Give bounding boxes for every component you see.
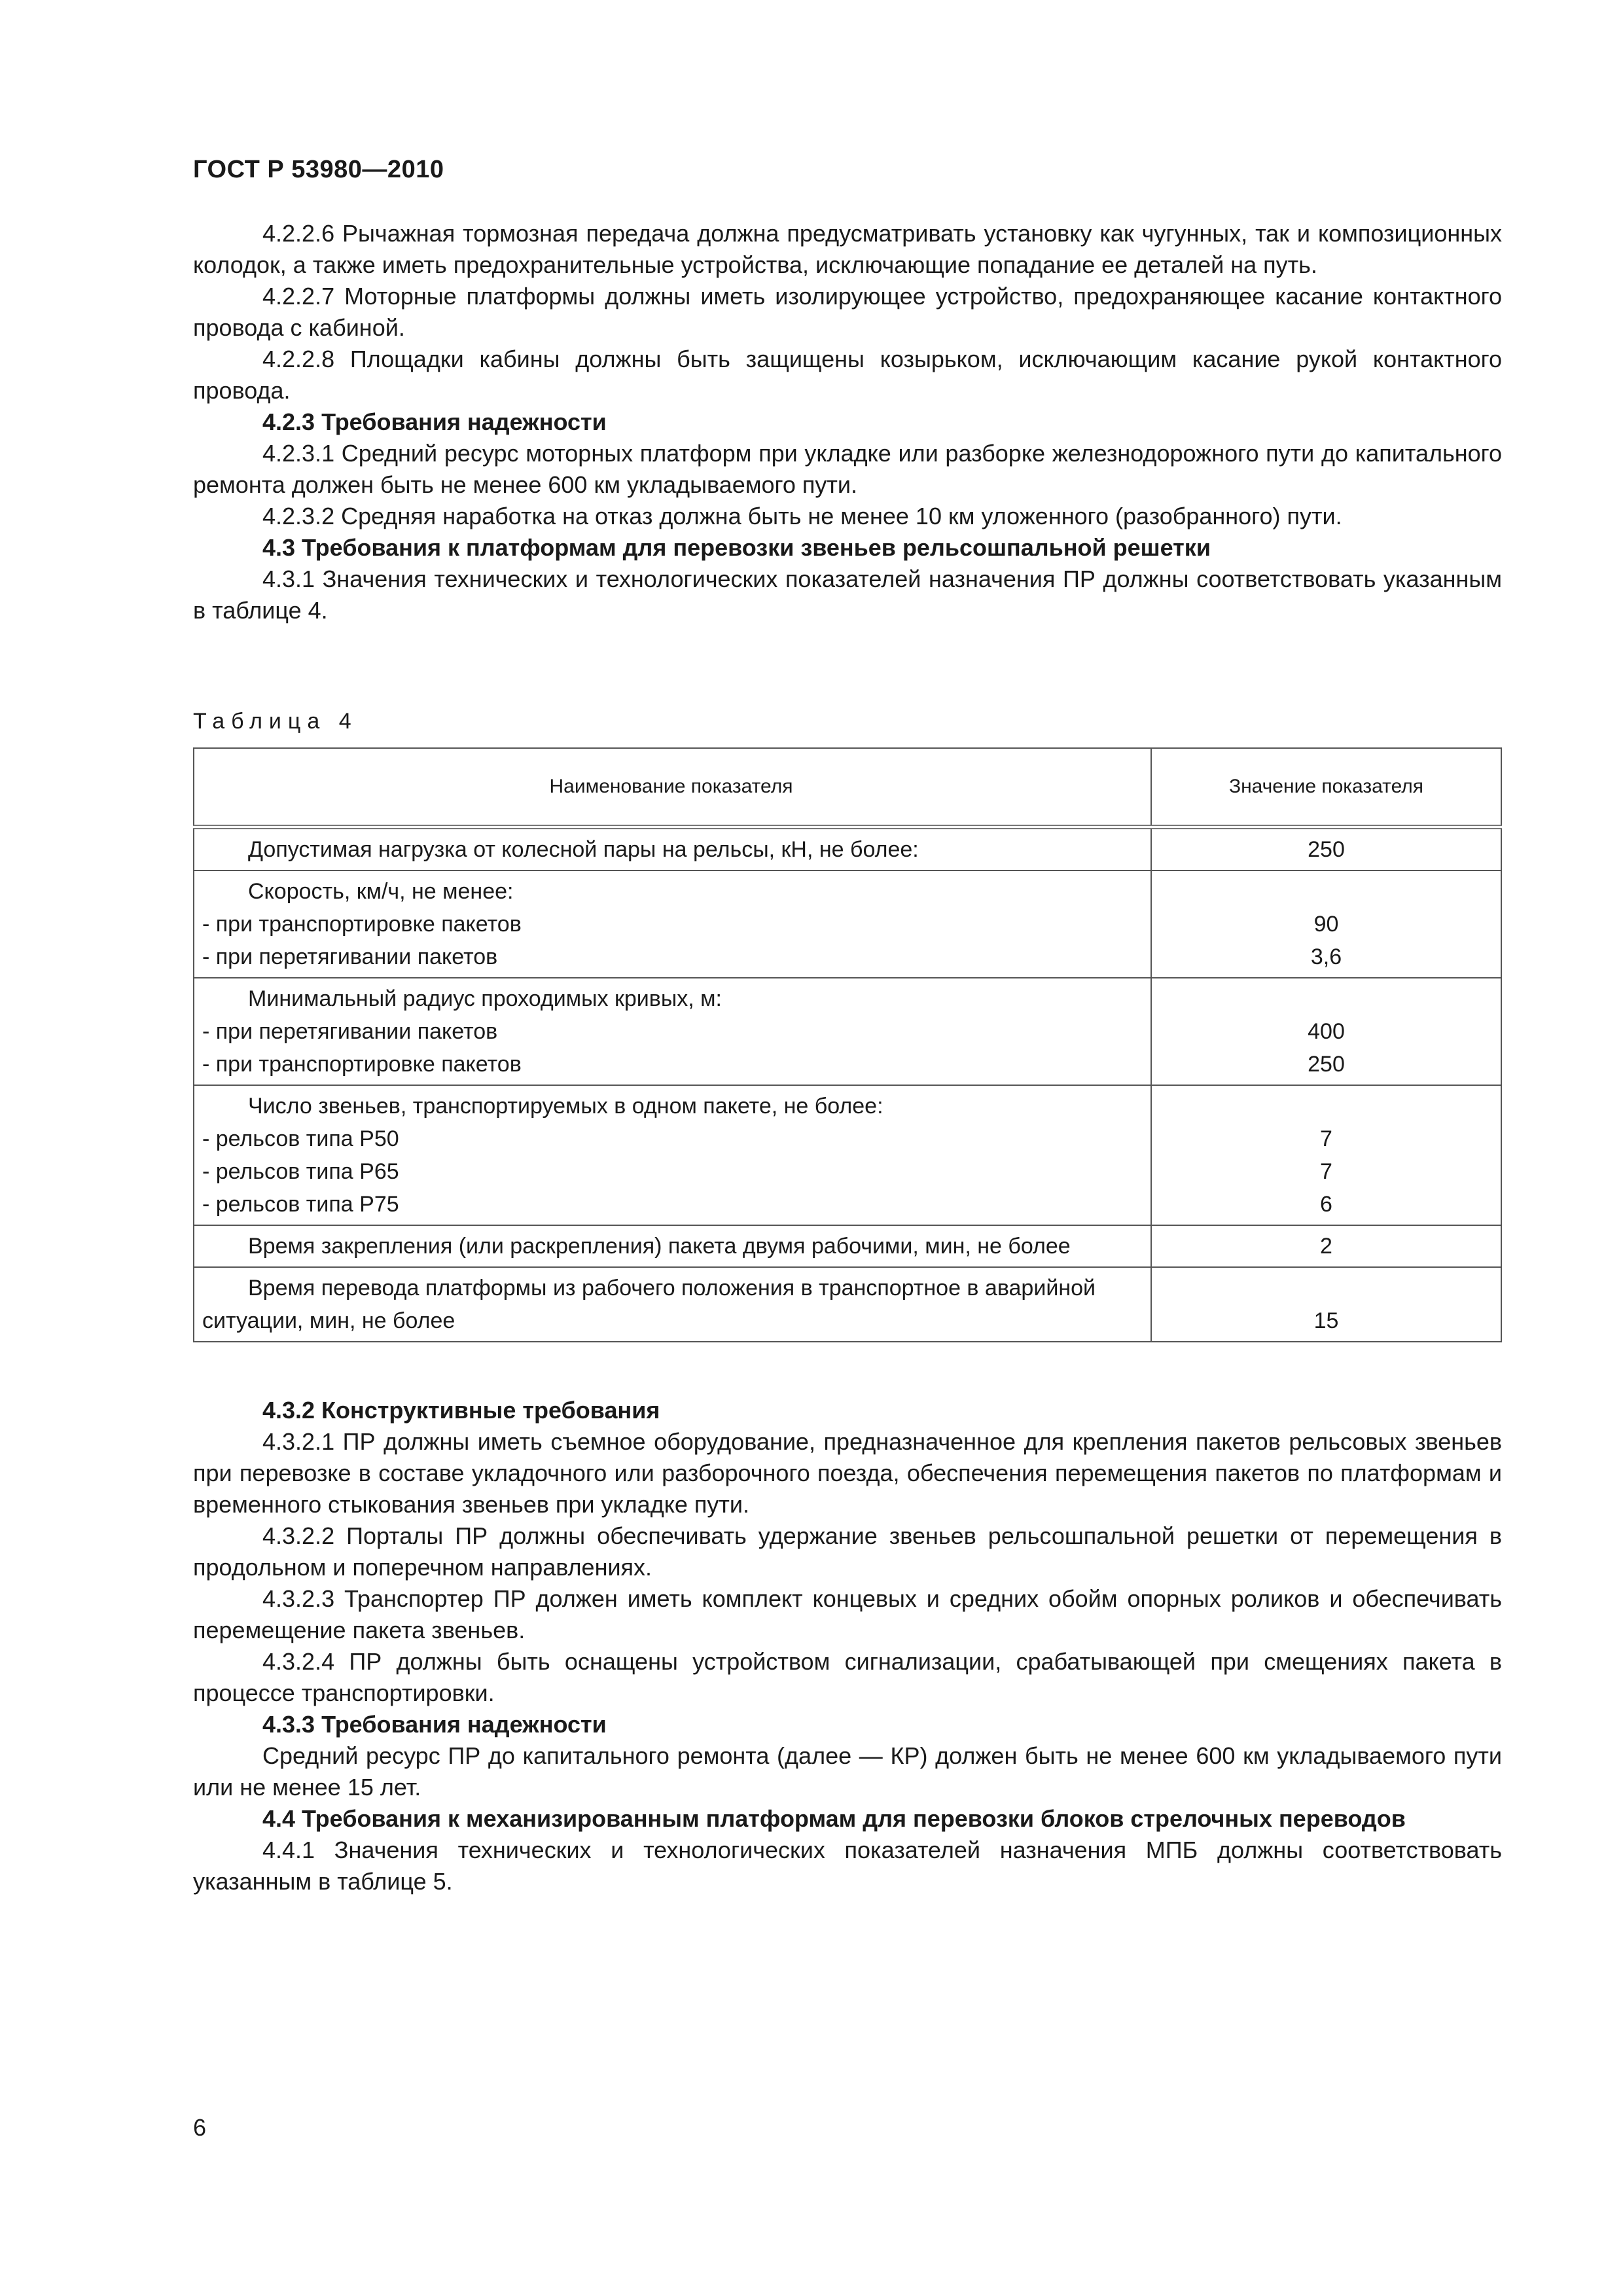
section-heading: 4.3 Требования к платформам для перевозки звеньев рельсошпальной решетки: [262, 534, 1211, 561]
header-indicator-value: Значение показателя: [1151, 748, 1501, 827]
paragraph: 4.3.2.2 Порталы ПР должны обеспечивать удержание звеньев рельсошпальной решетки от перемещения в продольном и поперечном направлениях.: [193, 1522, 1502, 1581]
paragraph: 4.3.1 Значения технических и технологических показателей назначения ПР должны соответствовать указанным в таблице 4.: [193, 565, 1502, 624]
indicator-name: Допустимая нагрузка от колесной пары на рельсы, кН, не более:: [248, 837, 919, 862]
section-heading: 4.3.3 Требования надежности: [262, 1711, 607, 1738]
table-row: [194, 978, 1501, 1085]
paragraph: 4.2.2.8 Площадки кабины должны быть защищены козырьком, исключающим касание рукой контактного провода.: [193, 346, 1502, 404]
indicator-name-cell: [194, 1225, 1151, 1267]
indicator-table: [193, 747, 1502, 1342]
indicator-name: Время перевода платформы из рабочего положения в транспортное в аварийной ситуации, мин, не более: [202, 1276, 1096, 1333]
paragraph: 4.3.2.1 ПР должны иметь съемное оборудование, предназначенное для крепления пакетов рельсовых звеньев при перевозке в составе укладочного или разборочного поезда, обеспечения перемещения пакетов по платформам и временного стыкования звеньев при укладке пути.: [193, 1428, 1502, 1518]
indicator-value: 400: [1308, 1019, 1345, 1044]
paragraph: 4.2.3.2 Средняя наработка на отказ должна быть не менее 10 км уложенного (разобранного) пути.: [262, 503, 1342, 529]
header-indicator-name: Наименование показателя: [194, 748, 1151, 827]
indicator-subitem: - рельсов типа Р75: [202, 1192, 399, 1217]
paragraph: 4.4.1 Значения технических и технологических показателей назначения МПБ должны соответствовать указанным в таблице 5.: [193, 1837, 1502, 1895]
indicator-name: Время закрепления (или раскрепления) пакета двумя рабочими, мин, не более: [248, 1234, 1071, 1259]
table-row: [194, 1085, 1501, 1225]
indicator-name: Минимальный радиус проходимых кривых, м:: [248, 986, 722, 1011]
section-heading: 4.3.2 Конструктивные требования: [262, 1397, 660, 1424]
table-body: [194, 827, 1501, 1342]
indicator-name-cell: [194, 1267, 1151, 1342]
paragraph: 4.3.2.4 ПР должны быть оснащены устройством сигнализации, срабатывающей при смещениях пакета в процессе транспортировки.: [193, 1648, 1502, 1706]
indicator-subitem: - рельсов типа Р50: [202, 1126, 399, 1151]
table-row: [194, 827, 1501, 871]
indicator-name-cell: [194, 870, 1151, 978]
paragraph: 4.3.2.3 Транспортер ПР должен иметь комплект концевых и средних обойм опорных роликов и обеспечивать перемещение пакета звеньев.: [193, 1585, 1502, 1643]
indicator-value: 7: [1320, 1126, 1332, 1151]
indicator-value-cell: [1151, 827, 1501, 871]
document-header: ГОСТ Р 53980—2010: [193, 156, 444, 183]
indicator-value-cell: [1151, 870, 1501, 978]
indicator-name: Скорость, км/ч, не менее:: [248, 879, 514, 904]
table-caption: Таблица 4: [193, 709, 358, 734]
indicator-value: 6: [1320, 1192, 1332, 1217]
indicator-value: 7: [1320, 1159, 1332, 1184]
indicator-name: Число звеньев, транспортируемых в одном пакете, не более:: [248, 1094, 883, 1119]
table-row: [194, 870, 1501, 978]
section-heading: 4.2.3 Требования надежности: [262, 408, 607, 435]
top-paragraphs: [193, 218, 1502, 626]
indicator-subitem: - при транспортировке пакетов: [202, 912, 522, 937]
bottom-paragraphs: [193, 1395, 1502, 1897]
indicator-subitem: - при перетягивании пакетов: [202, 1019, 498, 1044]
indicator-name-cell: [194, 827, 1151, 871]
indicator-value: 15: [1313, 1308, 1339, 1333]
table-row: [194, 1225, 1501, 1267]
indicator-name-cell: [194, 1085, 1151, 1225]
indicator-value-cell: [1151, 1085, 1501, 1225]
indicator-value: 3,6: [1310, 944, 1342, 969]
section-heading: 4.4 Требования к механизированным платформам для перевозки блоков стрелочных переводов: [262, 1805, 1406, 1832]
table-header-row: [194, 748, 1501, 827]
indicator-value-cell: [1151, 1267, 1501, 1342]
table-row: [194, 1267, 1501, 1342]
paragraph: 4.2.2.7 Моторные платформы должны иметь изолирующее устройство, предохраняющее касание контактного провода с кабиной.: [193, 283, 1502, 341]
indicator-value-cell: [1151, 1225, 1501, 1267]
indicator-subitem: - рельсов типа Р65: [202, 1159, 399, 1184]
paragraph: Средний ресурс ПР до капитального ремонта (далее — КР) должен быть не менее 600 км укладываемого пути или не менее 15 лет.: [193, 1742, 1502, 1801]
indicator-value: 2: [1320, 1234, 1332, 1259]
indicator-value: 90: [1313, 912, 1339, 937]
indicator-subitem: - при перетягивании пакетов: [202, 944, 498, 969]
document-page: [193, 156, 1502, 1897]
paragraph: 4.2.2.6 Рычажная тормозная передача должна предусматривать установку как чугунных, так и композиционных колодок, а также иметь предохранительные устройства, исключающие попадание ее деталей на путь.: [193, 220, 1502, 278]
indicator-value: 250: [1308, 1052, 1345, 1077]
indicator-name-cell: [194, 978, 1151, 1085]
indicator-subitem: - при транспортировке пакетов: [202, 1052, 522, 1077]
indicator-value-cell: [1151, 978, 1501, 1085]
paragraph: 4.2.3.1 Средний ресурс моторных платформ при укладке или разборке железнодорожного пути до капитального ремонта должен быть не менее 600 км укладываемого пути.: [193, 440, 1502, 498]
page-number: 6: [193, 2114, 207, 2141]
indicator-value: 250: [1308, 837, 1345, 862]
